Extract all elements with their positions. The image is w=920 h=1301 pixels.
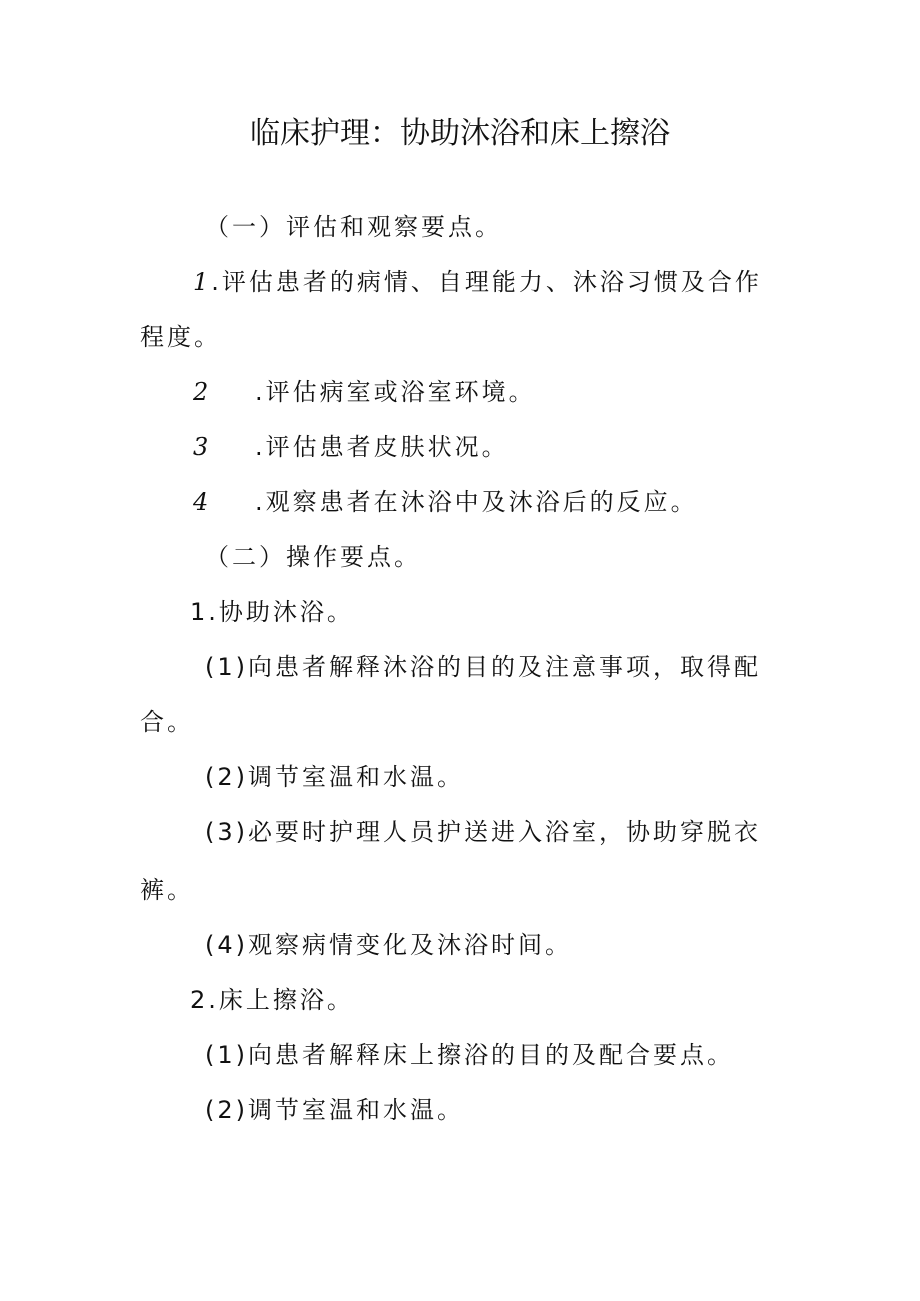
line-text: .床上擦浴。 — [208, 986, 354, 1014]
item-number: 1 — [190, 598, 209, 626]
line-text: .评估患者皮肤状况。 — [255, 433, 509, 461]
item-number: (1) — [205, 1041, 248, 1069]
page-title: 临床护理：协助沐浴和床上擦浴 — [250, 116, 670, 151]
item-number: 2 — [193, 378, 212, 406]
item-number: (2) — [205, 1096, 248, 1124]
section-heading-operation — [205, 540, 421, 574]
line-text: 必要时护理人员护送进入浴室，协助穿脱衣 — [248, 818, 761, 846]
paragraph-line — [140, 320, 221, 354]
section-heading-assessment — [205, 210, 502, 244]
item-number: 2 — [190, 986, 209, 1014]
item-number: 3 — [193, 433, 212, 461]
line-text: 裤。 — [140, 876, 194, 904]
line-text: （二）操作要点。 — [205, 543, 421, 571]
paragraph-line — [140, 705, 194, 739]
line-text: .协助沐浴。 — [208, 598, 354, 626]
item-number: (4) — [205, 931, 248, 959]
line-text: 观察病情变化及沐浴时间。 — [248, 931, 572, 959]
line-text: 向患者解释床上擦浴的目的及配合要点。 — [248, 1041, 734, 1069]
line-text: （一）评估和观察要点。 — [205, 213, 502, 241]
paragraph-line — [205, 815, 761, 849]
line-text: 程度。 — [140, 323, 221, 351]
line-text: 向患者解释沐浴的目的及注意事项，取得配 — [248, 653, 761, 681]
paragraph-line — [193, 375, 536, 409]
line-text: .评估病室或浴室环境。 — [255, 378, 536, 406]
paragraph-line — [205, 760, 464, 794]
paragraph-line — [190, 595, 354, 629]
item-number: (1) — [205, 653, 248, 681]
item-number: (3) — [205, 818, 248, 846]
item-number: (2) — [205, 763, 248, 791]
paragraph-line — [140, 873, 194, 907]
line-text: 调节室温和水温。 — [248, 1096, 464, 1124]
line-text: 合。 — [140, 708, 194, 736]
paragraph-line — [205, 650, 761, 684]
paragraph-line — [205, 928, 572, 962]
line-text: .观察患者在沐浴中及沐浴后的反应。 — [255, 488, 698, 516]
paragraph-line — [193, 430, 509, 464]
paragraph-line — [193, 265, 762, 299]
paragraph-line — [205, 1038, 734, 1072]
line-text: 调节室温和水温。 — [248, 763, 464, 791]
paragraph-line — [193, 485, 698, 519]
paragraph-line — [205, 1093, 464, 1127]
paragraph-line — [190, 983, 354, 1017]
line-text: .评估患者的病情、自理能力、沐浴习惯及合作 — [211, 268, 762, 296]
item-number: 4 — [193, 488, 212, 516]
item-number: 1 — [193, 268, 212, 296]
